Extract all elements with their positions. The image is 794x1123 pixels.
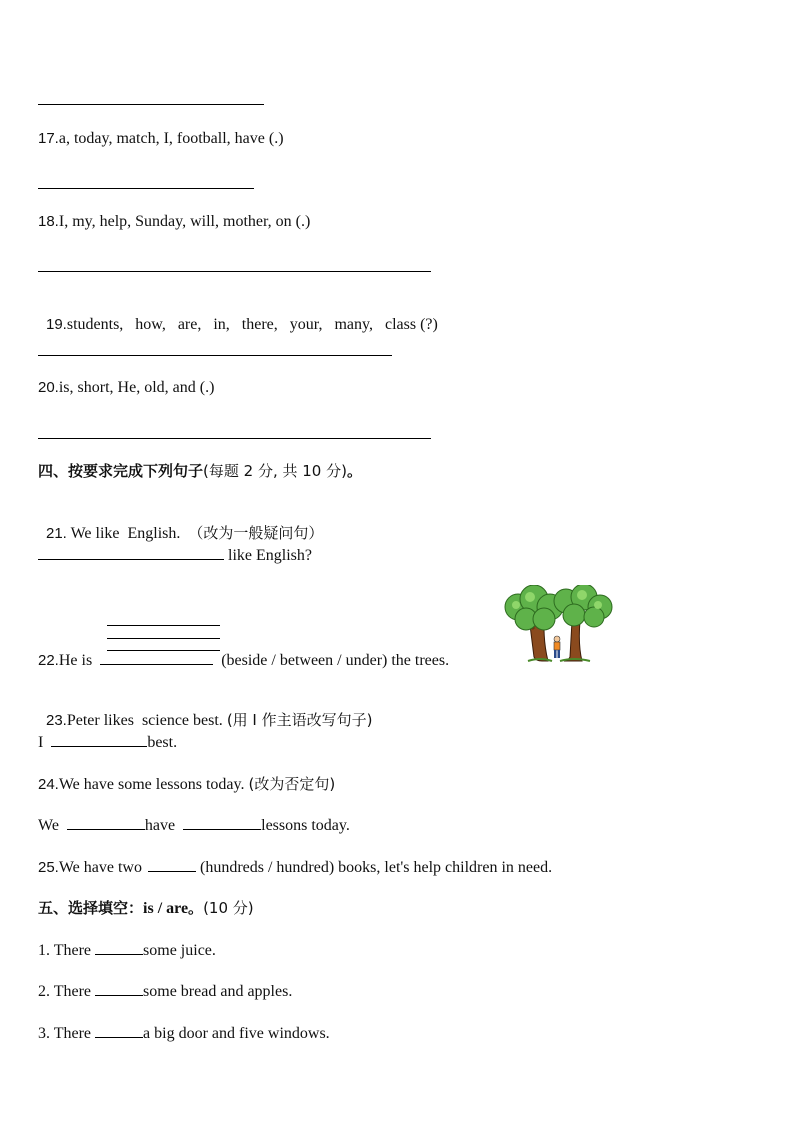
- answer-line-20: [38, 438, 431, 439]
- item-tail: some juice.: [143, 942, 216, 959]
- answer-tail: best.: [147, 734, 178, 751]
- answer-23: [38, 732, 177, 753]
- answer-line-19: [38, 355, 392, 356]
- item-number: 1.: [38, 942, 50, 959]
- question-number: 23.: [46, 712, 67, 729]
- answer-head: We: [38, 817, 59, 834]
- answer-blank[interactable]: [100, 650, 213, 665]
- answer-mid: have: [144, 817, 176, 834]
- answer-blank[interactable]: [38, 545, 224, 560]
- question-23: [38, 690, 372, 731]
- question-text: students, how, are, in, there, your, many, class (?): [66, 316, 438, 333]
- fill-item: [38, 1023, 330, 1044]
- question-text: is, short, He, old, and (.): [58, 379, 215, 396]
- question-text: a, today, match, I, football, have (.): [58, 130, 284, 147]
- fill-item: [38, 981, 292, 1002]
- section-4-heading: [38, 461, 362, 481]
- question-25: [38, 857, 552, 878]
- question-22: [38, 650, 449, 671]
- answer-tail: lessons today.: [261, 817, 350, 834]
- question-number: 24.: [38, 776, 59, 793]
- trees-illustration: [500, 585, 618, 665]
- item-lead: There: [53, 942, 92, 959]
- item-number: 2.: [38, 983, 50, 1000]
- question-18: [38, 212, 310, 232]
- item-number: 3.: [38, 1025, 50, 1042]
- question-tail: (beside / between / under) the trees.: [221, 652, 450, 669]
- section-options: is / are: [143, 900, 189, 917]
- question-lead: He is: [58, 652, 93, 669]
- answer-blank-2[interactable]: [183, 815, 261, 830]
- question-text: We like English.: [66, 525, 181, 542]
- question-number: 17.: [38, 130, 59, 147]
- answer-blank[interactable]: [51, 732, 147, 747]
- question-instruction: （改为一般疑问句）: [188, 524, 324, 542]
- answer-blank[interactable]: [95, 981, 143, 996]
- section-score: (每题 2 分, 共 10 分): [203, 462, 347, 480]
- question-24: [38, 774, 335, 795]
- question-number: 20.: [38, 379, 59, 396]
- item-lead: There: [53, 983, 92, 1000]
- answer-tail: like English?: [228, 547, 312, 564]
- answer-21: [38, 545, 312, 566]
- answer-line-18: [38, 271, 431, 272]
- question-instruction: (改为否定句): [248, 775, 336, 793]
- item-tail: a big door and five windows.: [143, 1025, 330, 1042]
- section-end: 。: [346, 462, 362, 480]
- option-line-2: [107, 638, 220, 639]
- answer-line-16: [38, 104, 264, 105]
- answer-blank-1[interactable]: [67, 815, 145, 830]
- answer-blank[interactable]: [95, 1023, 143, 1038]
- section-score: (10 分): [203, 899, 254, 917]
- question-number: 21.: [46, 525, 67, 542]
- section-title: 五、选择填空：: [38, 899, 144, 917]
- item-tail: some bread and apples.: [143, 983, 293, 1000]
- answer-blank[interactable]: [95, 940, 143, 955]
- answer-blank[interactable]: [148, 857, 196, 872]
- question-19: [38, 295, 438, 335]
- question-number: 19.: [46, 316, 67, 333]
- question-21: [38, 503, 323, 544]
- question-text: I, my, help, Sunday, will, mother, on (.): [58, 213, 311, 230]
- item-lead: There: [53, 1025, 92, 1042]
- question-tail: (hundreds / hundred) books, let's help children in need.: [199, 859, 553, 876]
- question-text: Peter likes science best.: [66, 712, 223, 729]
- section-title: 四、按要求完成下列句子: [38, 462, 204, 480]
- question-20: [38, 378, 214, 398]
- section-end: 。: [188, 899, 204, 917]
- section-5-heading: [38, 898, 254, 919]
- question-instruction: (用 I 作主语改写句子): [226, 711, 373, 729]
- fill-item: [38, 940, 216, 961]
- answer-24: [38, 815, 350, 836]
- question-number: 22.: [38, 652, 59, 669]
- answer-head: I: [38, 734, 44, 751]
- question-number: 25.: [38, 859, 59, 876]
- option-line-1: [107, 625, 220, 626]
- answer-line-17: [38, 188, 254, 189]
- question-number: 18.: [38, 213, 59, 230]
- question-lead: We have two: [58, 859, 142, 876]
- question-text: We have some lessons today.: [58, 776, 245, 793]
- question-17: [38, 129, 284, 149]
